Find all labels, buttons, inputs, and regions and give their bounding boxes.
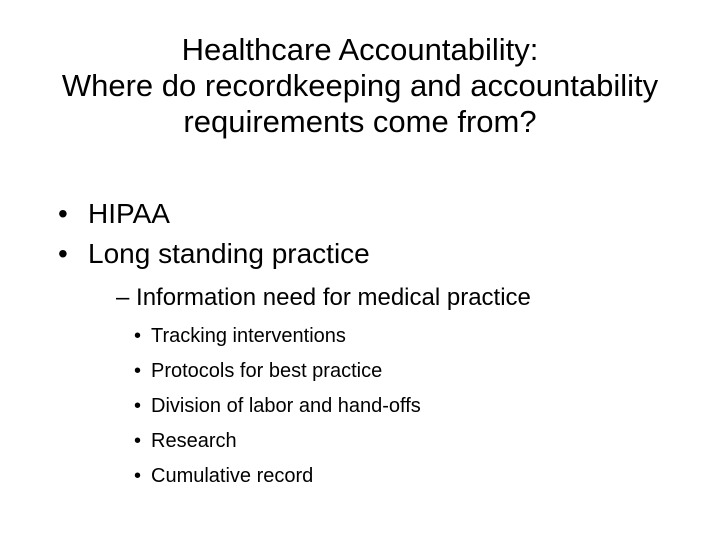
slide-title bbox=[0, 32, 720, 140]
list-item bbox=[134, 459, 421, 494]
list-item-text: Protocols for best practice bbox=[151, 360, 383, 382]
list-item bbox=[134, 424, 421, 459]
sub-bullet-information-need bbox=[116, 282, 531, 314]
bullet-icon: • bbox=[134, 360, 142, 382]
list-item-text: Research bbox=[151, 430, 237, 452]
bullet-icon: • bbox=[58, 238, 68, 269]
bullet-icon: • bbox=[58, 198, 68, 229]
bullet-icon: • bbox=[134, 465, 142, 487]
bullet-text: Long standing practice bbox=[88, 238, 370, 269]
bullet-item-hipaa bbox=[58, 194, 370, 234]
list-item-text: Tracking interventions bbox=[151, 325, 346, 347]
list-item bbox=[134, 354, 421, 389]
list-item bbox=[134, 319, 421, 354]
list-item bbox=[134, 389, 421, 424]
dash-icon: – bbox=[116, 284, 130, 311]
title-line: Where do recordkeeping and accountability bbox=[61, 68, 659, 103]
bullet-icon: • bbox=[134, 325, 142, 347]
bullet-icon: • bbox=[134, 430, 142, 452]
top-level-bullet-list bbox=[58, 194, 370, 274]
bullet-icon: • bbox=[134, 395, 142, 417]
nested-bullet-list bbox=[134, 319, 421, 494]
list-item-text: Cumulative record bbox=[151, 465, 314, 487]
bullet-item-long-standing-practice bbox=[58, 234, 370, 274]
title-line: Healthcare Accountability: bbox=[181, 32, 539, 67]
bullet-text: HIPAA bbox=[88, 198, 170, 229]
sub-bullet-text: Information need for medical practice bbox=[136, 284, 531, 311]
title-line: requirements come from? bbox=[183, 104, 537, 139]
list-item-text: Division of labor and hand-offs bbox=[151, 395, 421, 417]
